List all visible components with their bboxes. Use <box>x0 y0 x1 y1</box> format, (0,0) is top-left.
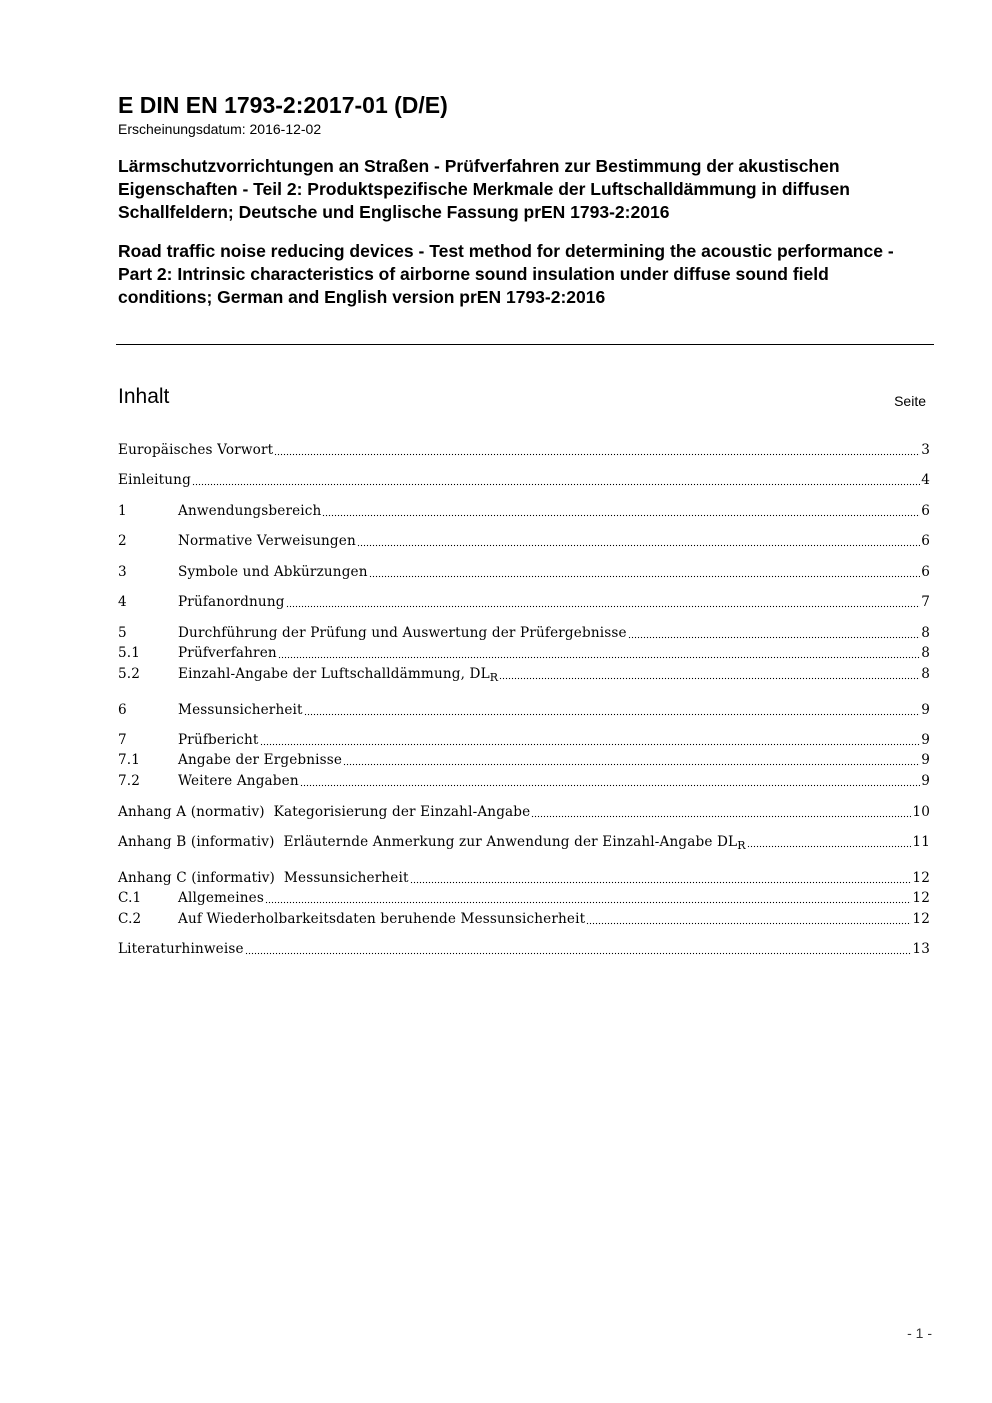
toc-entry-page: 9 <box>921 732 930 748</box>
toc-entry[interactable] <box>118 623 930 643</box>
toc-entry-number: 5 <box>118 625 127 641</box>
toc-entry[interactable] <box>118 832 930 852</box>
toc-entry[interactable] <box>118 750 930 770</box>
toc-entry[interactable] <box>118 664 930 684</box>
toc-entry-number: 7.2 <box>118 773 141 789</box>
toc-entry-page: 9 <box>921 752 930 768</box>
toc-entry[interactable] <box>118 888 930 908</box>
toc-entry-page: 13 <box>912 941 930 957</box>
toc-entry-title: Symbole und Abkürzungen <box>178 564 368 580</box>
toc-entry-page: 10 <box>912 804 930 820</box>
toc-leader-dots <box>278 645 920 659</box>
toc-leader-dots <box>747 834 912 848</box>
title-german: Lärmschutzvorrichtungen an Straßen - Prüfverfahren zur Bestimmung der akustischen Eigenschaften - Teil 2: Produktspezifische Merkmale der Luftschalldämmung in diffusen Schallfeldern; Deutsche und Englische Fassung prEN 1793-2:2016 <box>118 156 850 222</box>
publication-date: Erscheinungsdatum: 2016-12-02 <box>118 121 322 137</box>
toc-entry-title: Weitere Angaben <box>178 773 299 789</box>
toc-entry-page: 4 <box>921 472 930 488</box>
toc-entry[interactable] <box>118 909 930 929</box>
toc-entry[interactable] <box>118 562 930 582</box>
toc-entry-number: C.2 <box>118 911 142 927</box>
toc-entry-number: 2 <box>118 533 127 549</box>
toc-leader-dots <box>586 911 911 925</box>
toc-leader-dots <box>192 472 920 486</box>
toc-entry-page: 6 <box>921 533 930 549</box>
toc-entry-title: Einleitung <box>118 472 191 488</box>
toc-entry-title-text: Einzahl-Angabe der Luftschalldämmung, DL <box>178 666 490 682</box>
toc-entry-number: 3 <box>118 564 127 580</box>
toc-entry-title: Prüfanordnung <box>178 594 285 610</box>
toc-entry-title: Anhang A (normativ) Kategorisierung der Einzahl-Angabe <box>118 804 531 820</box>
toc-entry[interactable] <box>118 868 930 888</box>
toc-leader-dots <box>245 941 912 955</box>
toc-leader-dots <box>265 890 911 904</box>
toc-entry-title: Europäisches Vorwort <box>118 442 274 458</box>
toc-entry-number: 7.1 <box>118 752 141 768</box>
header-divider <box>116 344 934 345</box>
toc-entry-number: 5.1 <box>118 645 141 661</box>
toc-entry-number: 5.2 <box>118 666 141 682</box>
toc-entry-page: 7 <box>921 594 930 610</box>
toc-entry-page: 8 <box>921 666 930 682</box>
toc-leader-dots <box>369 564 921 578</box>
toc-entry[interactable] <box>118 643 930 663</box>
toc-title: Inhalt <box>118 385 170 408</box>
toc-entry[interactable] <box>118 730 930 750</box>
toc-entry-page: 12 <box>912 890 930 906</box>
toc-entry-page: 3 <box>921 442 930 458</box>
toc-entry-number: C.1 <box>118 890 142 906</box>
toc-entry[interactable] <box>118 470 930 490</box>
toc-leader-dots <box>274 442 920 456</box>
toc-leader-dots <box>322 503 920 517</box>
toc-entry-title: Anwendungsbereich <box>178 503 322 519</box>
toc-entry-title: Prüfverfahren <box>178 645 277 661</box>
toc-entry-title-text: Anhang B (informativ) Erläuternde Anmerkung zur Anwendung der Einzahl-Angabe DL <box>118 834 738 850</box>
toc-leader-dots <box>499 666 920 680</box>
toc-leader-dots <box>286 594 921 608</box>
toc-entry[interactable] <box>118 771 930 791</box>
toc-entry-title: Messunsicherheit <box>178 702 303 718</box>
toc-leader-dots <box>357 533 920 547</box>
toc-entry-page: 12 <box>912 870 930 886</box>
toc-entry-number: 1 <box>118 503 127 519</box>
toc-entry-title <box>118 832 746 853</box>
toc-entry-subscript: R <box>737 839 746 852</box>
document-id: E DIN EN 1793-2:2017-01 (D/E) <box>118 92 448 118</box>
toc-entry-title: Normative Verweisungen <box>178 533 356 549</box>
toc-entry-subscript: R <box>489 671 499 684</box>
toc-entry[interactable] <box>118 440 930 460</box>
toc-entry[interactable] <box>118 592 930 612</box>
toc-leader-dots <box>628 625 921 639</box>
toc-leader-dots <box>260 732 921 746</box>
toc-entry-title: Literaturhinweise <box>118 941 244 957</box>
toc-entry[interactable] <box>118 531 930 551</box>
toc-leader-dots <box>343 752 920 766</box>
toc-leader-dots <box>300 773 920 787</box>
toc-leader-dots <box>410 870 912 884</box>
document-header <box>118 90 933 309</box>
toc-entry-page: 11 <box>912 834 930 850</box>
toc-entry[interactable] <box>118 700 930 720</box>
toc-entry[interactable] <box>118 802 930 822</box>
toc-entry-page: 8 <box>921 625 930 641</box>
toc-entry-page: 6 <box>921 503 930 519</box>
toc-entry-page: 8 <box>921 645 930 661</box>
toc-entry-title: Allgemeines <box>178 890 264 906</box>
toc-entry-title: Prüfbericht <box>178 732 259 748</box>
toc-entry-title: Durchführung der Prüfung und Auswertung der Prüfergebnisse <box>178 625 627 641</box>
toc-page-label: Seite <box>894 393 926 409</box>
toc-entry-title: Angabe der Ergebnisse <box>178 752 343 768</box>
toc-entry-page: 6 <box>921 564 930 580</box>
toc-entry-number: 6 <box>118 702 127 718</box>
title-english: Road traffic noise reducing devices - Test method for determining the acoustic performance - Part 2: Intrinsic characteristics of airborne sound insulation under diffuse sound field conditions; German and English version prEN 1793-2:2016 <box>118 241 894 307</box>
toc-entry-page: 12 <box>912 911 930 927</box>
toc-entry-title: Anhang C (informativ) Messunsicherheit <box>118 870 409 886</box>
toc-entry-number: 7 <box>118 732 127 748</box>
toc-entry-page: 9 <box>921 702 930 718</box>
toc-leader-dots <box>304 702 921 716</box>
toc-entry[interactable] <box>118 939 930 959</box>
toc-entry-page: 9 <box>921 773 930 789</box>
toc-entry[interactable] <box>118 501 930 521</box>
toc-entry-title <box>178 664 498 685</box>
toc-leader-dots <box>531 804 911 818</box>
toc-entry-number: 4 <box>118 594 127 610</box>
page-number: - 1 - <box>907 1325 932 1341</box>
toc-entry-title: Auf Wiederholbarkeitsdaten beruhende Messunsicherheit <box>178 911 586 927</box>
